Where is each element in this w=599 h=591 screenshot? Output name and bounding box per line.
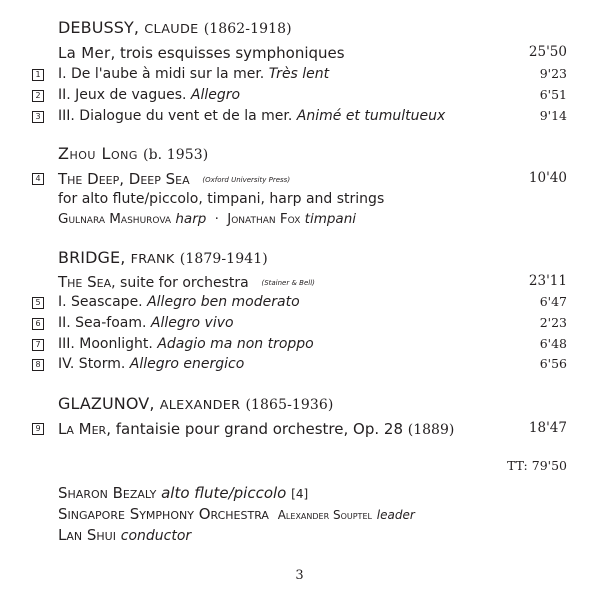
work-year: (1889) [407, 422, 455, 438]
composer-glazunov [58, 394, 567, 413]
work-subtitle: , trois esquisses symphoniques [110, 44, 345, 62]
track-number: 5 [32, 297, 44, 309]
track-tempo: Allegro vivo [150, 315, 234, 331]
composer-firstname: CLAUDE [144, 22, 199, 37]
work-duration: 25'50 [528, 44, 567, 60]
track-tempo: Animé et tumultueux [296, 108, 446, 124]
soloists-line [58, 211, 567, 227]
work-debussy-la-mer [58, 44, 567, 62]
page-number: 3 [295, 568, 304, 583]
composer-surname: GLAZUNOV, [58, 394, 160, 413]
soloist-name: Sharon Bezaly [58, 484, 157, 502]
work-bridge-the-sea [58, 273, 567, 291]
track-number: 6 [32, 318, 44, 330]
composer-years: (b. 1953) [143, 147, 209, 163]
track-title: III. Dialogue du vent et de la mer. [58, 108, 297, 124]
work-subtitle: , suite for orchestra [111, 275, 249, 291]
work-duration: 23'11 [528, 273, 567, 289]
track-row [35, 108, 567, 124]
publisher: (Oxford University Press) [202, 176, 291, 184]
work-title: La Mer [58, 44, 111, 62]
composer-firstname: FRANK [130, 252, 175, 267]
work-duration: 18'47 [528, 420, 567, 436]
track-number: 7 [32, 339, 44, 351]
track-title: IV. Storm. [58, 356, 130, 372]
track-duration: 9'23 [539, 66, 567, 81]
track-row [35, 315, 567, 331]
track-tempo: Allegro energico [129, 356, 245, 372]
work-title: The Deep, Deep Sea [58, 170, 190, 188]
track-number: 4 [32, 173, 44, 185]
leader-name: Alexander Souptel [277, 508, 372, 522]
track-row [35, 66, 567, 82]
work-title: La Mer [58, 420, 107, 438]
performer-role: timpani [304, 211, 356, 227]
composer-name: Zhou Long [58, 144, 138, 163]
total-time: TT: 79'50 [507, 458, 567, 473]
soloist-track-ref: [4] [291, 487, 309, 501]
work-subtitle: , fantaisie pour grand orchestre, Op. 28 [106, 420, 408, 438]
composer-years: (1865-1936) [245, 397, 334, 413]
composer-debussy [58, 18, 567, 37]
composer-years: (1879-1941) [179, 251, 268, 267]
track-number: 1 [32, 69, 44, 81]
track-number: 8 [32, 359, 44, 371]
track-duration: 6'47 [539, 294, 567, 309]
work-duration: 10'40 [528, 170, 567, 186]
track-duration: 6'56 [539, 356, 567, 371]
track-number: 2 [32, 90, 44, 102]
composer-surname: BRIDGE, [58, 248, 131, 267]
credit-conductor [58, 526, 567, 544]
track-number: 3 [32, 111, 44, 123]
performer-name: Jonathan Fox [227, 211, 301, 227]
work-scoring [58, 191, 567, 207]
credit-orchestra [58, 505, 567, 523]
track-duration: 9'14 [539, 108, 567, 123]
publisher: (Stainer & Bell) [261, 279, 315, 287]
work-title: The Sea [58, 273, 112, 291]
track-title: I. De l'aube à midi sur la mer. [58, 66, 269, 82]
composer-surname: DEBUSSY, [58, 18, 145, 37]
conductor-role: conductor [120, 528, 192, 544]
leader-role: leader [376, 508, 415, 522]
track-tempo: Allegro ben moderato [147, 294, 300, 310]
track-duration: 6'51 [539, 87, 567, 102]
performer-role: harp [175, 211, 207, 227]
composer-zhou-long [58, 144, 567, 163]
track-title: II. Sea-foam. [58, 315, 151, 331]
track-row [35, 336, 567, 352]
track-title: II. Jeux de vagues. [58, 87, 191, 103]
track-title: I. Seascape. [58, 294, 148, 310]
track-title: III. Moonlight. [58, 336, 158, 352]
track-row [35, 294, 567, 310]
credit-soloist [58, 484, 567, 502]
separator: · [214, 211, 219, 227]
track-number: 9 [32, 423, 44, 435]
track-tempo: Très lent [268, 66, 330, 82]
track-tempo: Allegro [190, 87, 241, 103]
soloist-role: alto flute/piccolo [161, 484, 287, 502]
track-row [35, 356, 567, 372]
composer-years: (1862-1918) [203, 21, 292, 37]
performer-name: Gulnara Mashurova [58, 211, 172, 227]
track-duration: 2'23 [539, 315, 567, 330]
track-tempo: Adagio ma non troppo [157, 336, 314, 352]
work-zhou-deep-sea [35, 170, 567, 188]
composer-firstname: ALEXANDER [159, 398, 241, 413]
scoring-text: for alto flute/piccolo, timpani, harp and strings [58, 191, 385, 207]
track-row [35, 87, 567, 103]
composer-bridge [58, 248, 567, 267]
work-glazunov-la-mer [35, 420, 567, 438]
track-duration: 6'48 [539, 336, 567, 351]
orchestra-name: Singapore Symphony Orchestra [58, 505, 269, 523]
conductor-name: Lan Shui [58, 526, 116, 544]
